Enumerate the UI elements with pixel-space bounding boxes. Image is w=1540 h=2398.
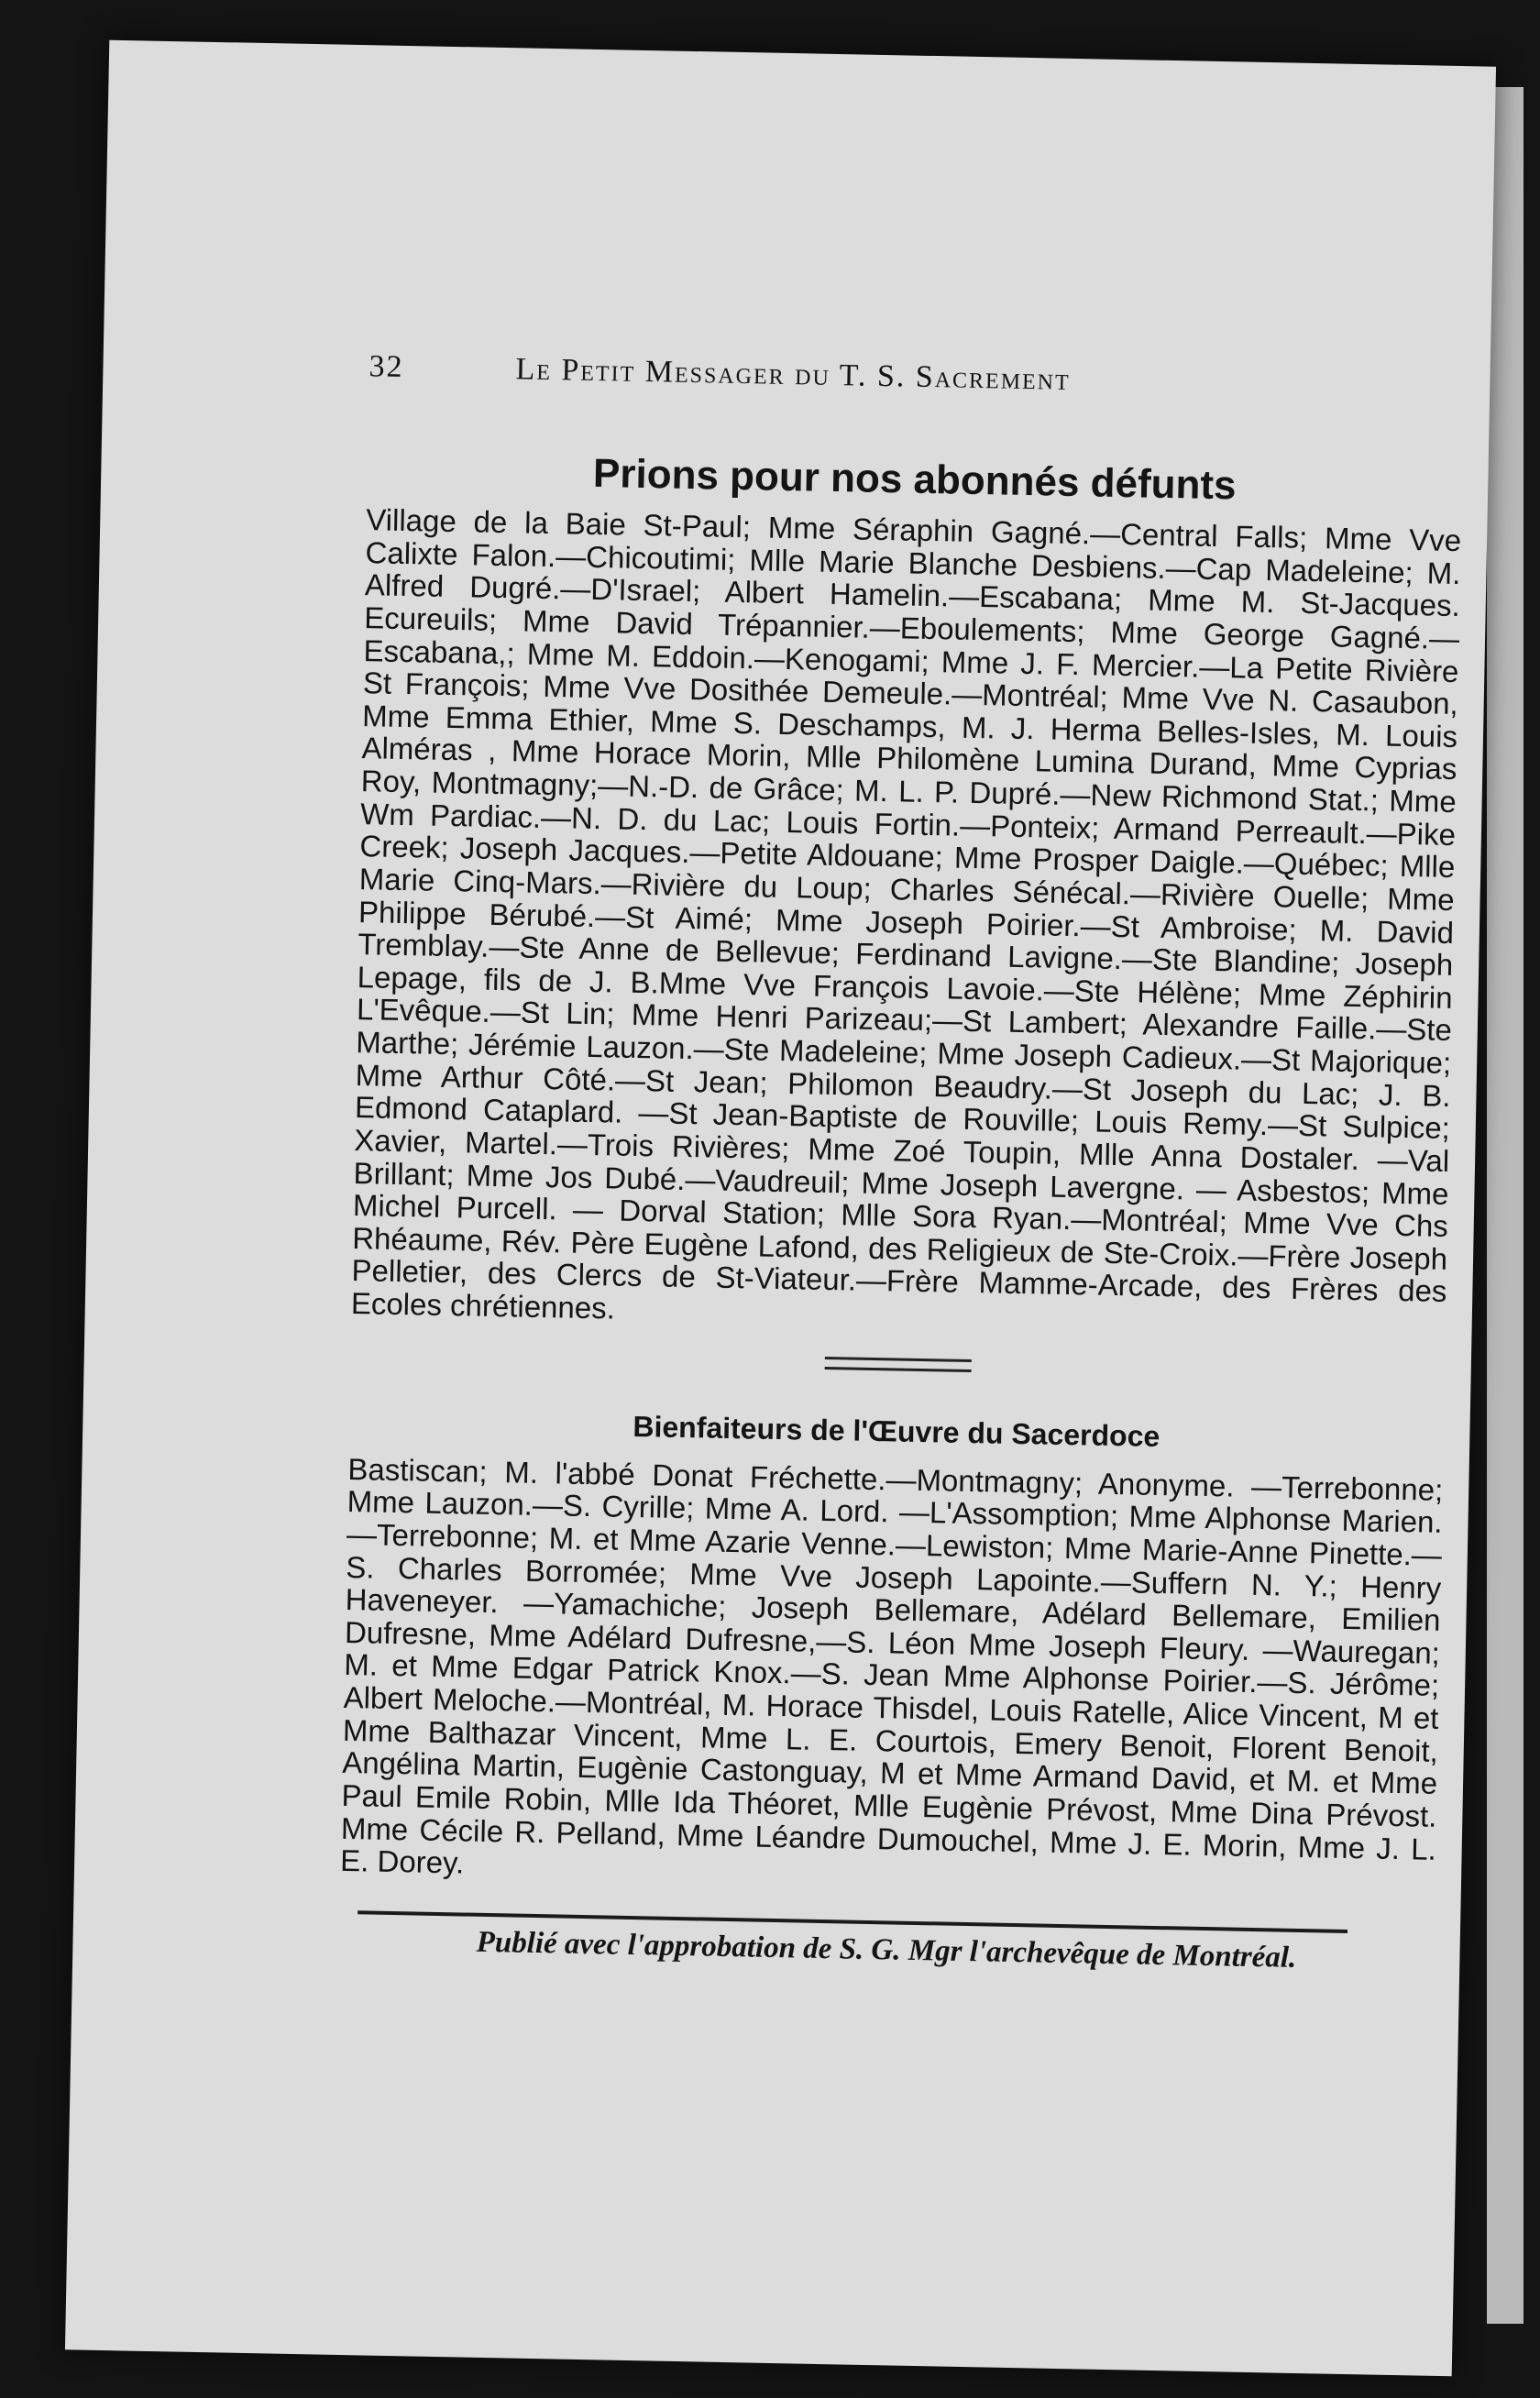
section-title-deceased: Prions pour nos abonnés défunts	[592, 450, 1237, 509]
ornamental-divider	[824, 1357, 971, 1372]
running-title: Le Petit Messager du T. S. Sacrement	[515, 352, 1072, 397]
page-number: 32	[368, 349, 404, 384]
running-header	[368, 349, 1465, 420]
section-title-benefactors: Bienfaiteurs de l'Œuvre du Sacerdoce	[632, 1409, 1160, 1453]
page-content	[338, 349, 1464, 1977]
approbation-note: Publié avec l'approbation de S. G. Mgr l'archevêque de Montréal.	[476, 1925, 1297, 1974]
benefactors-list: Bastiscan; M. l'abbé Donat Fréchette.—Montmagny; Anonyme. —Terrebonne; Mme Lauzon.—S. Cyrille; Mme A. Lord. —L'Assomption; Mme Alphonse Marien.—Terrebonne; M. et Mme Azarie Venne.—Lewiston; Mme Marie-Anne Pinette.—S. Charles Borromée; Mme Vve Joseph Lapointe.—Suffern N. Y.; Henry Haveneyer. —Yamachiche; Joseph Bellemare, Adélard Bellemare, Emilien Dufresne, Mme Adélard Dufresne,—S. Léon Mme Joseph Fleury. —Wauregan; M. et Mme Edgar Patrick Knox.—S. Jean Mme Alphonse Poirier.—S. Jérôme; Albert Meloche.—Montréal, M. Horace Thisdel, Louis Ratelle, Alice Vincent, M et Mme Balthazar Vincent, Mme L. E. Courtois, Emery Benoit, Florent Benoit, Angélina Martin, Eugènie Castonguay, M et Mme Armand David, et M. et Mme Paul Emile Robin, Mlle Ida Théoret, Mlle Eugènie Prévost, Mme Dina Prévost. Mme Cécile R. Pelland, Mme Léandre Dumouchel, Mme J. E. Morin, Mme J. L. E. Dorey.	[339, 1451, 1444, 1880]
booklet-page	[65, 40, 1496, 2377]
deceased-subscribers-list: Village de la Baie St-Paul; Mme Séraphin Gagné.—Central Falls; Mme Vve Calixte Falon.—Chicoutimi; Mlle Marie Blanche Desbiens.—Cap Madeleine; M. Alfred Dugré.—D'Israel; Albert Hamelin.—Escabana; Mme M. St-Jacques. Ecureuils; Mme David Trépannier.—Eboulements; Mme George Gagné.—Escabana,; Mme M. Eddoin.—Kenogami; Mme J. F. Mercier.—La Petite Rivière St François; Mme Vve Dosithée Demeule.—Montréal; Mme Vve N. Casaubon, Mme Emma Ethier, Mme S. Deschamps, M. J. Herma Belles-Isles, M. Louis Alméras , Mme Horace Morin, Mlle Philomène Lumina Durand, Mme Cyprias Roy, Montmagny;—N.-D. de Grâce; M. L. P. Dupré.—New Richmond Stat.; Mme Wm Pardiac.—N. D. du Lac; Louis Fortin.—Ponteix; Armand Perreault.—Pike Creek; Joseph Jacques.—Petite Aldouane; Mme Prosper Daigle.—Québec; Mlle Marie Cinq-Mars.—Rivière du Loup; Charles Sénécal.—Rivière Ouelle; Mme Philippe Bérubé.—St Aimé; Mme Joseph Poirier.—St Ambroise; M. David Tremblay.—Ste Anne de Bellevue; Ferdinand Lavigne.—Ste Blandine; Joseph Lepage, fils de J. B.Mme Vve François Lavoie.—Ste Hélène; Mme Zéphirin L'Evêque.—St Lin; Mme Henri Parizeau;—St Lambert; Alexandre Faille.—Ste Marthe; Jérémie Lauzon.—Ste Madeleine; Mme Joseph Cadieux.—St Majorique; Mme Arthur Côté.—St Jean; Philomon Beaudry.—St Joseph du Lac; J. B. Edmond Cataplard. —St Jean-Baptiste de Rouville; Louis Remy.—St Sulpice; Xavier, Martel.—Trois Rivières; Mme Zoé Toupin, Mlle Anna Dostaler. —Val Brillant; Mme Jos Dubé.—Vaudreuil; Mme Joseph Lavergne. — Asbestos; Mme Michel Purcell. — Dorval Station; Mlle Sora Ryan.—Montréal; Mme Vve Chs Rhéaume, Rév. Père Eugène Lafond, des Religieux de Ste-Croix.—Frère Joseph Pelletier, des Clercs de St-Viateur.—Frère Mamme-Arcade, des Frères des Ecoles chrétiennes.	[350, 502, 1462, 1326]
facing-page-edge	[1487, 87, 1524, 2324]
